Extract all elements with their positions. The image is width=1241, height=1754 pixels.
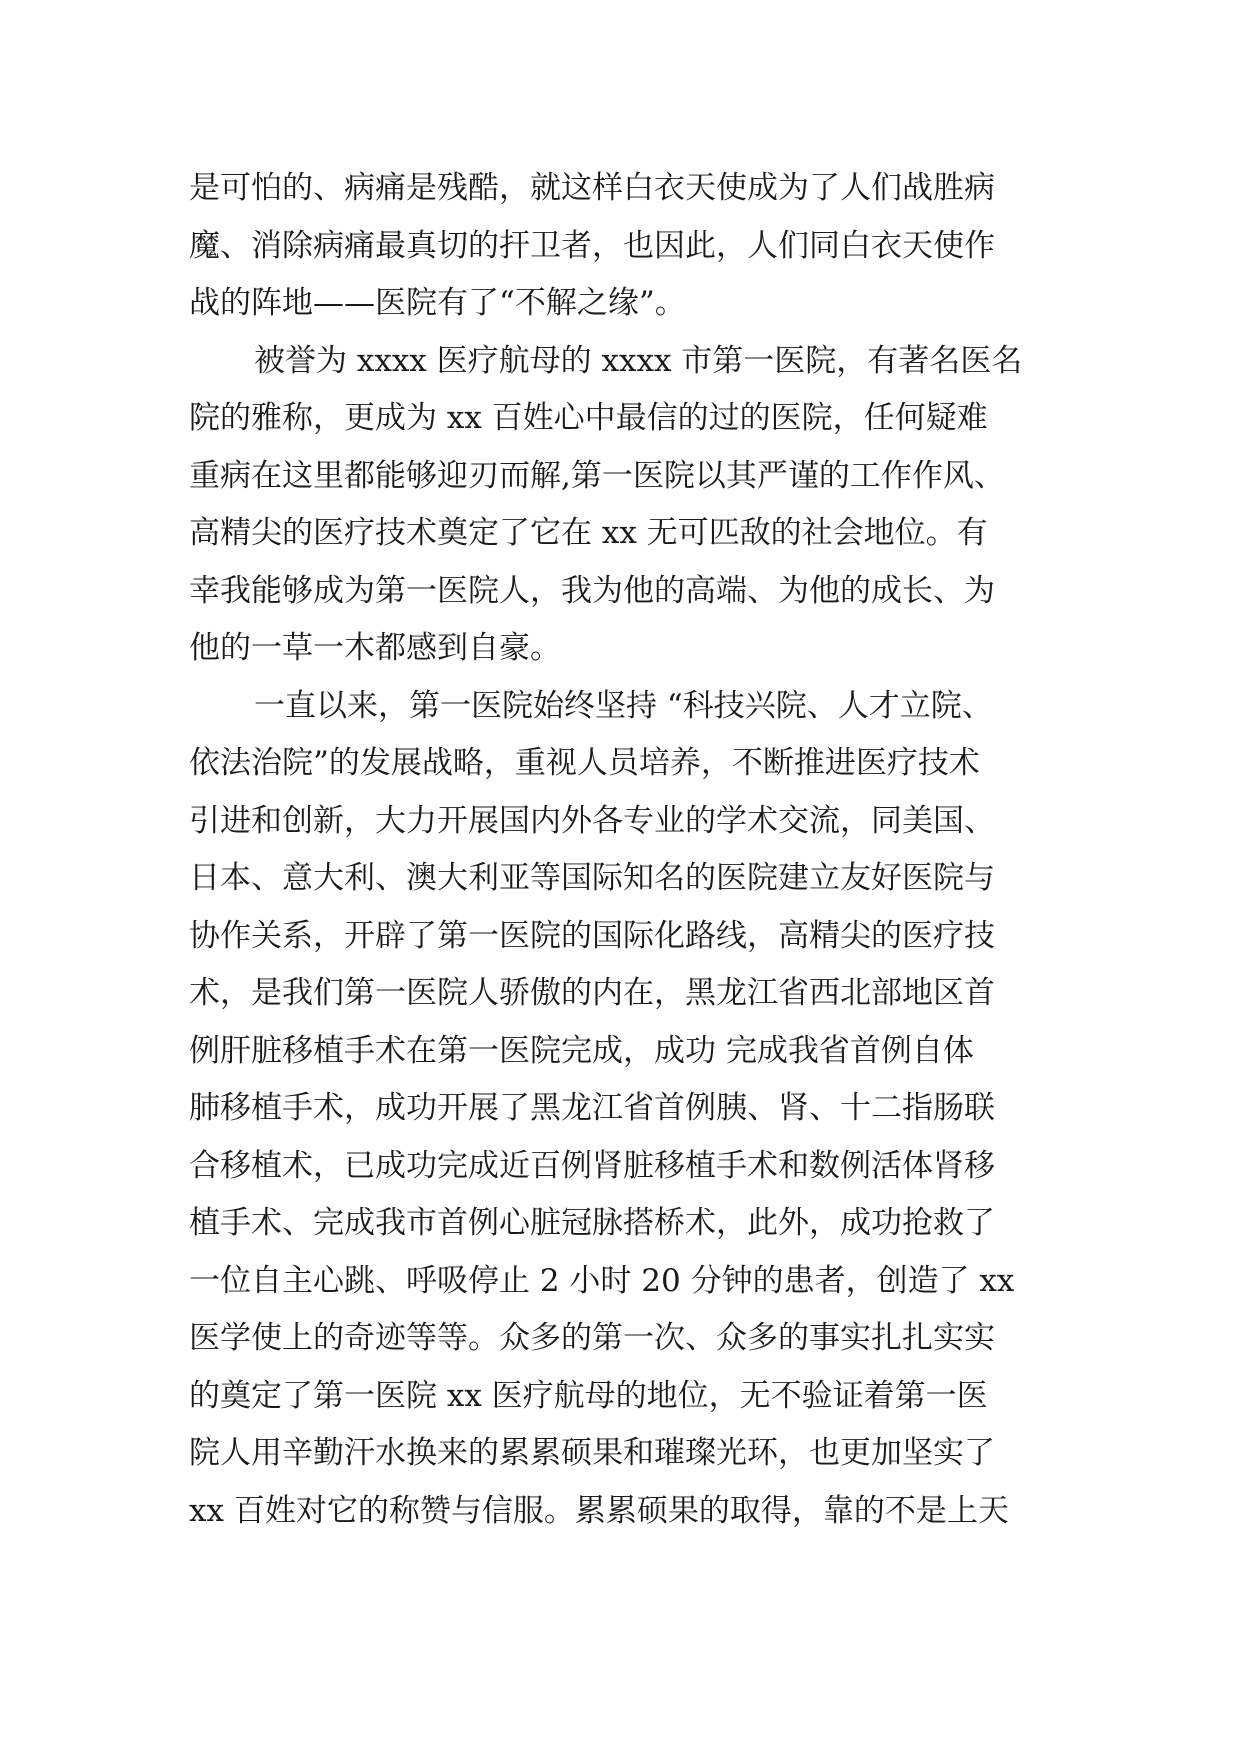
text-line: 日本、意大利、澳大利亚等国际知名的医院建立友好医院与 (189, 860, 995, 896)
text-line: 他的一草一木都感到自豪。 (189, 630, 561, 666)
text-line: 院的雅称，更成为 xx 百姓心中最信的过的医院，任何疑难 (189, 400, 988, 436)
text-line: 引进和创新，大力开展国内外各专业的学术交流，同美国、 (189, 802, 995, 839)
text-line: 医学使上的奇迹等等。众多的第一次、众多的事实扎扎实实 (189, 1320, 995, 1356)
text-line: 术，是我们第一医院人骄傲的内在，黑龙江省西北部地区首 (189, 975, 995, 1011)
text-line: xx 百姓对它的称赞与信服。累累硕果的取得，靠的不是上天 (189, 1492, 1009, 1529)
text-line: 是可怕的、病痛是残酷，就这样白衣天使成为了人们战胜病 (189, 170, 995, 206)
text-line: 院人用辛勤汗水换来的累累硕果和璀璨光环，也更加坚实了 (189, 1435, 995, 1471)
text-line: 的奠定了第一医院 xx 医疗航母的地位，无不验证着第一医 (189, 1377, 988, 1414)
text-line: 肺移植手术，成功开展了黑龙江省首例胰、肾、十二指肠联 (189, 1090, 995, 1126)
text-line: 依法治院”的发展战略，重视人员培养，不断推进医疗技术 (189, 745, 980, 781)
paragraph-start-line: 被誉为 xxxx 医疗航母的 xxxx 市第一医院，有著名医名 (254, 342, 1023, 379)
text-line: 魔、消除病痛最真切的扞卫者，也因此，人们同白衣天使作 (189, 227, 995, 264)
text-line: 幸我能够成为第一医院人，我为他的高端、为他的成长、为 (189, 572, 995, 609)
text-line: 植手术、完成我市首例心脏冠脉搭桥术，此外，成功抢救了 (189, 1205, 995, 1241)
body-text (189, 160, 1069, 1540)
text-line: 一位自主心跳、呼吸停止 2 小时 20 分钟的患者，创造了 xx (189, 1262, 1015, 1299)
text-line: 重病在这里都能够迎刃而解,第一医院以其严谨的工作作风、 (189, 457, 1005, 494)
paragraph-start-line: 一直以来，第一医院始终坚持 “科技兴院、人才立院、 (254, 687, 993, 724)
text-line: 例肝脏移植手术在第一医院完成，成功 完成我省首例自体 (189, 1032, 974, 1069)
text-line: 合移植术，已成功完成近百例肾脏移植手术和数例活体肾移 (189, 1147, 995, 1184)
text-line: 战的阵地——医院有了“不解之缘”。 (189, 285, 686, 321)
text-line: 高精尖的医疗技术奠定了它在 xx 无可匹敌的社会地位。有 (189, 515, 988, 551)
text-line: 协作关系，开辟了第一医院的国际化路线，高精尖的医疗技 (189, 917, 995, 954)
